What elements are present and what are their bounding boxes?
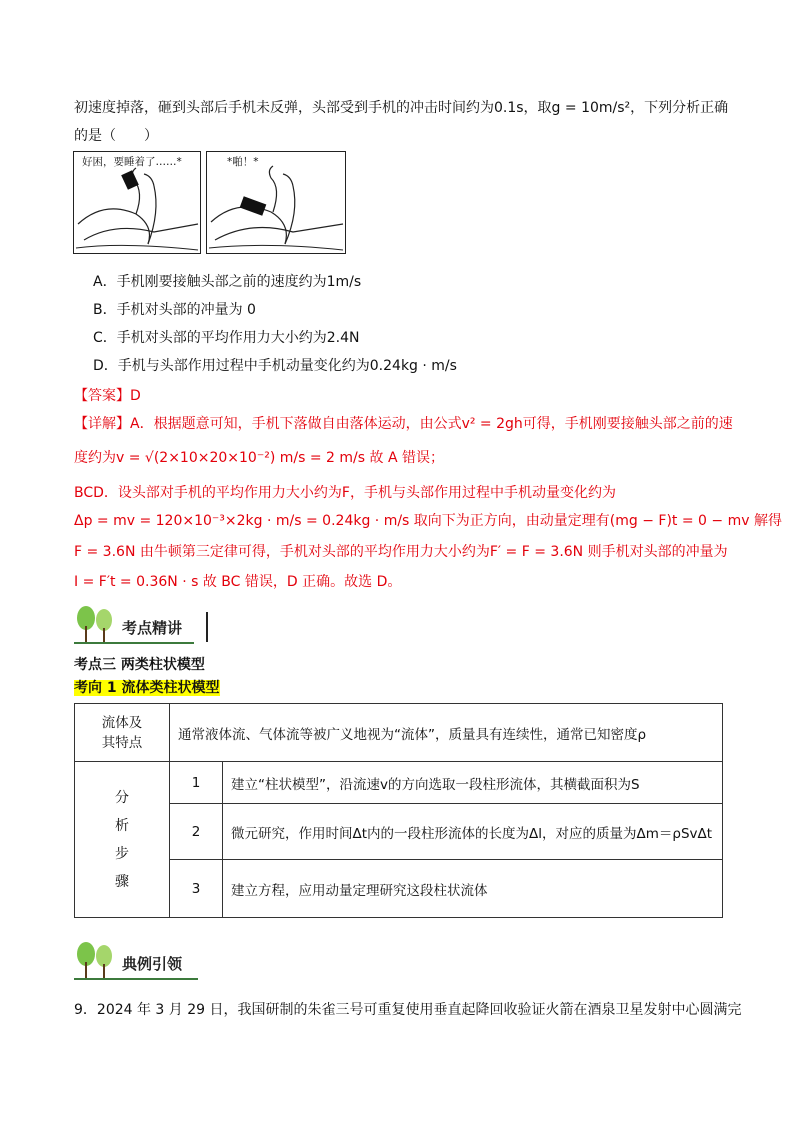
table-row bbox=[75, 704, 723, 762]
comic-panel-1 bbox=[73, 151, 201, 254]
banner-cursor-bar bbox=[206, 612, 208, 642]
tree-icon bbox=[74, 940, 118, 980]
table-cell-text: 通常液体流、气体流等被广义地视为“流体”，质量具有连续性，通常已知密度ρ bbox=[170, 704, 723, 762]
section-banner-dianli bbox=[74, 940, 198, 980]
step-number: 1 bbox=[170, 762, 223, 804]
topic-heading: 考点三 两类柱状模型 bbox=[74, 657, 205, 673]
detail-line4: Δp = mv = 120×10⁻³×2kg · m/s = 0.24kg · m/s 取向下为正方向，由动量定理有(mg − F)t = 0 − mv 解得 bbox=[74, 513, 782, 529]
option-d: D．手机与头部作用过程中手机动量变化约为0.24kg · m/s bbox=[93, 358, 457, 374]
question-text-line1: 初速度掉落，砸到头部后手机未反弹，头部受到手机的冲击时间约为0.1s，取g = 10m/s²，下列分析正确 bbox=[74, 100, 729, 116]
fluid-model-table bbox=[74, 703, 723, 918]
detail-line1: 【详解】A．根据题意可知，手机下落做自由落体运动，由公式v² = 2gh可得，手机刚要接触头部之前的速 bbox=[74, 416, 733, 432]
section-banner-kaodian bbox=[74, 604, 210, 644]
option-b: B．手机对头部的冲量为 0 bbox=[93, 302, 256, 318]
detail-line5: F = 3.6N 由牛顿第三定律可得，手机对头部的平均作用力大小约为F′ = F = 3.6N 则手机对头部的冲量为 bbox=[74, 544, 728, 560]
direction-highlight: 考向 1 流体类柱状模型 bbox=[74, 680, 220, 696]
step-text: 建立方程，应用动量定理研究这段柱状流体 bbox=[223, 860, 723, 918]
next-question-text: 9．2024 年 3 月 29 日，我国研制的朱雀三号可重复使用垂直起降回收验证火箭在酒泉卫星发射中心圆满完 bbox=[74, 1002, 742, 1018]
step-text: 微元研究，作用时间Δt内的一段柱形流体的长度为Δl，对应的质量为Δm＝ρSvΔt bbox=[223, 804, 723, 860]
detail-line6: I = F′t = 0.36N · s 故 BC 错误，D 正确。故选 D。 bbox=[74, 574, 402, 590]
table-cell-label bbox=[75, 704, 170, 762]
sleeping-person-illustration bbox=[74, 152, 200, 253]
banner-title-kaodian: 考点精讲 bbox=[122, 619, 183, 637]
table-row bbox=[75, 860, 723, 918]
banner-title-dianli: 典例引领 bbox=[122, 955, 183, 973]
banner-underline bbox=[74, 978, 198, 980]
step-number: 2 bbox=[170, 804, 223, 860]
step-number: 3 bbox=[170, 860, 223, 918]
tree-icon bbox=[74, 604, 118, 644]
phone-drop-illustration bbox=[207, 152, 345, 253]
table-row bbox=[75, 804, 723, 860]
step-text: 建立“柱状模型”，沿流速v的方向选取一段柱形流体，其横截面积为S bbox=[223, 762, 723, 804]
steps-label: 分析步骤 bbox=[115, 789, 129, 890]
answer-line: 【答案】D bbox=[74, 388, 141, 404]
comic-caption-2: *啪！* bbox=[227, 156, 259, 168]
detail-line2: 度约为v = √(2×10×20×10⁻²) m/s = 2 m/s 故 A 错误； bbox=[74, 450, 444, 466]
banner-underline bbox=[74, 642, 194, 644]
detail-line3: BCD．设头部对手机的平均作用力大小约为F，手机与头部作用过程中手机动量变化约为 bbox=[74, 485, 616, 501]
table-cell-steps-label bbox=[75, 762, 170, 918]
option-a: A．手机刚要接触头部之前的速度约为1m/s bbox=[93, 274, 362, 290]
question-text-line2: 的是（ ） bbox=[74, 128, 158, 144]
comic-caption-1: 好困，要睡着了……* bbox=[82, 156, 182, 168]
option-c: C．手机对头部的平均作用力大小约为2.4N bbox=[93, 330, 360, 346]
comic-panel-2 bbox=[206, 151, 346, 254]
row1-label: 流体及其特点 bbox=[101, 714, 143, 751]
table-row bbox=[75, 762, 723, 804]
direction-heading bbox=[74, 678, 220, 698]
